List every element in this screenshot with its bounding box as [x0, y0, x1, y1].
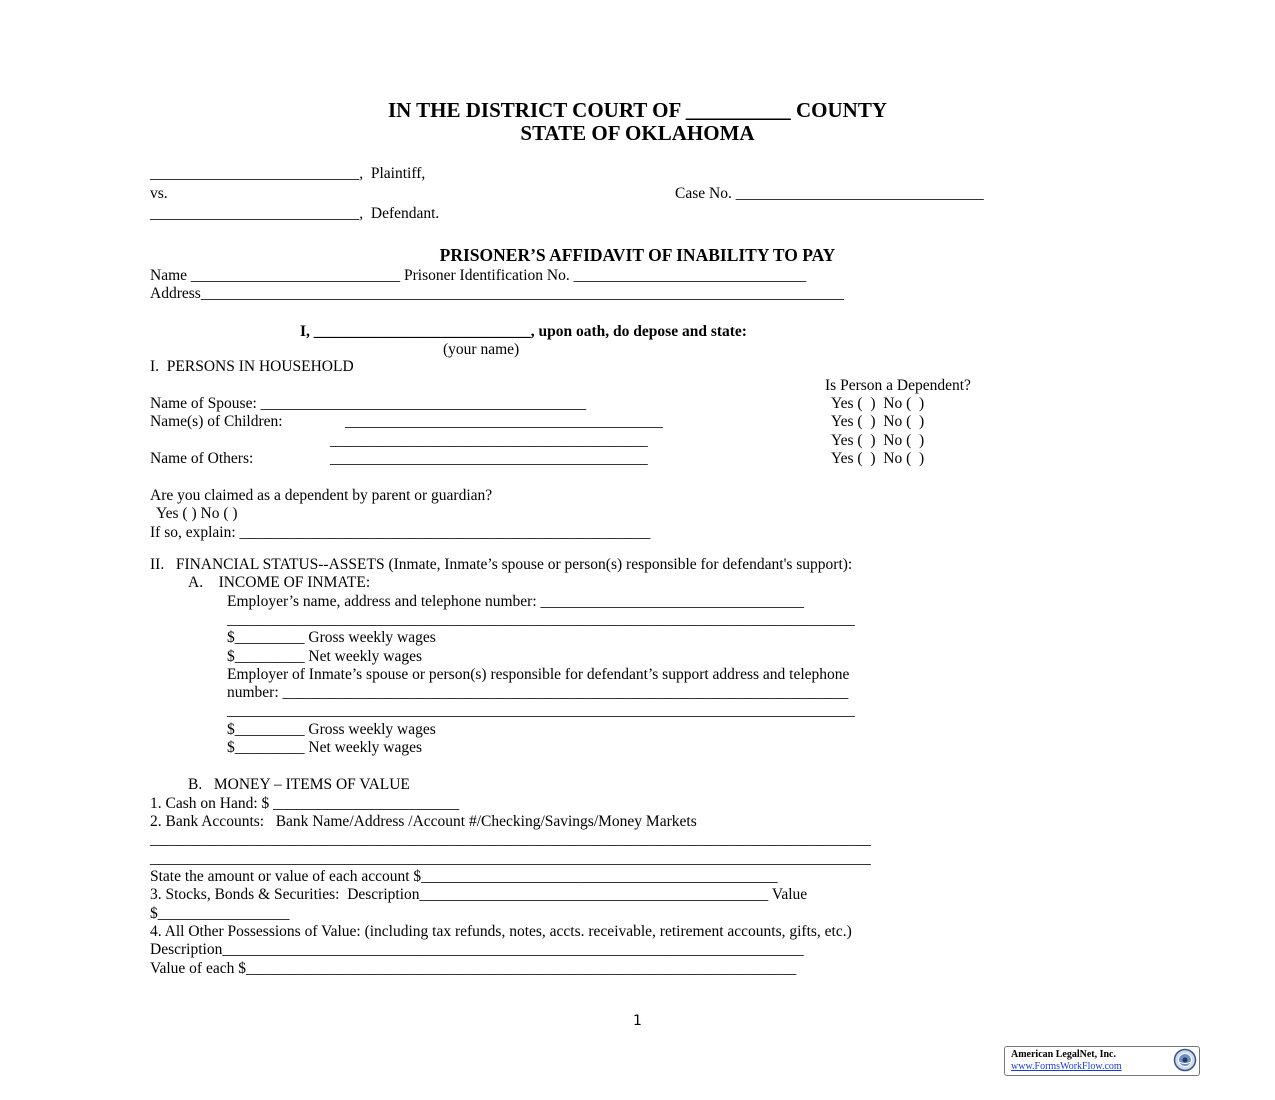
children-name-field-1[interactable]: _________________________________________ [345, 413, 663, 430]
defendant-line[interactable]: ___________________________, Defendant. [150, 205, 440, 222]
children-name-field-2[interactable]: _________________________________________ [330, 432, 648, 449]
name-and-id-line[interactable]: Name ___________________________ Prisoner Identification No. ______________________________ [150, 267, 807, 284]
bank-accounts-field-2[interactable]: _____________________________________________________________________________________________ [150, 850, 871, 867]
publisher-name: American LegalNet, Inc. [1011, 1049, 1116, 1060]
possessions-value-field[interactable]: Value of each $_______________________________________________________________________ [150, 960, 797, 977]
account-value-field[interactable]: State the amount or value of each account $______________________________________________ [150, 868, 778, 885]
spouse-employer-label: Employer of Inmate’s spouse or person(s) responsible for defendant’s support address and telephone [227, 666, 850, 683]
bank-accounts-field-1[interactable]: _____________________________________________________________________________________________ [150, 831, 871, 848]
child2-dependent-choice[interactable]: Yes ( ) No ( ) [831, 432, 925, 449]
your-name-caption: (your name) [443, 341, 520, 358]
cash-on-hand-field[interactable]: 1. Cash on Hand: $ ________________________ [150, 795, 460, 812]
children-label: Name(s) of Children: [150, 413, 287, 430]
spouse-net-wages-field[interactable]: $_________ Net weekly wages [227, 739, 422, 756]
publisher-logo[interactable] [1004, 1046, 1200, 1076]
page-number: 1 [633, 1013, 642, 1029]
spouse-employer-number-field[interactable]: number: _________________________________________________________________________ [227, 684, 849, 701]
bank-accounts-label: 2. Bank Accounts: Bank Name/Address /Account #/Checking/Savings/Money Markets [150, 813, 697, 830]
spouse-employer-field-continued[interactable]: _________________________________________________________________________________ [227, 702, 855, 719]
versus-label: vs. [150, 185, 168, 202]
gross-wages-field[interactable]: $_________ Gross weekly wages [227, 629, 436, 646]
case-number-field[interactable]: Case No. ________________________________ [675, 185, 984, 202]
affidavit-title: PRISONER’S AFFIDAVIT OF INABILITY TO PAY [439, 245, 836, 265]
spouse-gross-wages-field[interactable]: $_________ Gross weekly wages [227, 721, 436, 738]
section-persons-heading: I. PERSONS IN HOUSEHOLD [150, 358, 354, 375]
money-heading: B. MONEY – ITEMS OF VALUE [188, 776, 410, 793]
others-label: Name of Others: [150, 450, 254, 467]
net-wages-field[interactable]: $_________ Net weekly wages [227, 648, 422, 665]
spouse-name-field[interactable]: Name of Spouse: __________________________________________ [150, 395, 587, 412]
claimed-dependent-choice[interactable]: Yes ( ) No ( ) [156, 505, 238, 522]
court-title: IN THE DISTRICT COURT OF __________ COUNTY [387, 98, 888, 122]
stocks-description-field[interactable]: 3. Stocks, Bonds & Securities: Description_____________________________________________ Value [150, 886, 808, 903]
income-heading: A. INCOME OF INMATE: [188, 574, 371, 591]
stocks-value-field[interactable]: $_________________ [150, 905, 290, 922]
employer-field[interactable]: Employer’s name, address and telephone number: __________________________________ [227, 593, 804, 610]
section-financial-heading: II. FINANCIAL STATUS--ASSETS (Inmate, Inmate’s spouse or person(s) responsible for defendant's support): [150, 556, 853, 573]
address-line[interactable]: Address___________________________________________________________________________________ [150, 285, 845, 302]
explain-field[interactable]: If so, explain: _____________________________________________________ [150, 524, 651, 541]
employer-field-continued[interactable]: _________________________________________________________________________________ [227, 611, 855, 628]
other-possessions-label: 4. All Other Possessions of Value: (including tax refunds, notes, accts. receivable, retirement accounts, gifts, etc.) [150, 923, 852, 940]
possessions-description-field[interactable]: Description___________________________________________________________________________ [150, 941, 804, 958]
others-dependent-choice[interactable]: Yes ( ) No ( ) [831, 450, 925, 467]
spouse-dependent-choice[interactable]: Yes ( ) No ( ) [831, 395, 925, 412]
publisher-link[interactable]: www.FormsWorkFlow.com [1011, 1061, 1122, 1072]
plaintiff-line[interactable]: ___________________________, Plaintiff, [150, 165, 426, 182]
dependent-heading: Is Person a Dependent? [825, 377, 971, 394]
others-name-field[interactable]: _________________________________________ [330, 450, 648, 467]
state-title: STATE OF OKLAHOMA [520, 121, 755, 145]
child1-dependent-choice[interactable]: Yes ( ) No ( ) [831, 413, 925, 430]
oath-statement[interactable]: I, ____________________________, upon oath, do depose and state: [300, 323, 747, 340]
globe-icon [1173, 1048, 1197, 1072]
claimed-dependent-question: Are you claimed as a dependent by parent or guardian? [150, 487, 493, 504]
